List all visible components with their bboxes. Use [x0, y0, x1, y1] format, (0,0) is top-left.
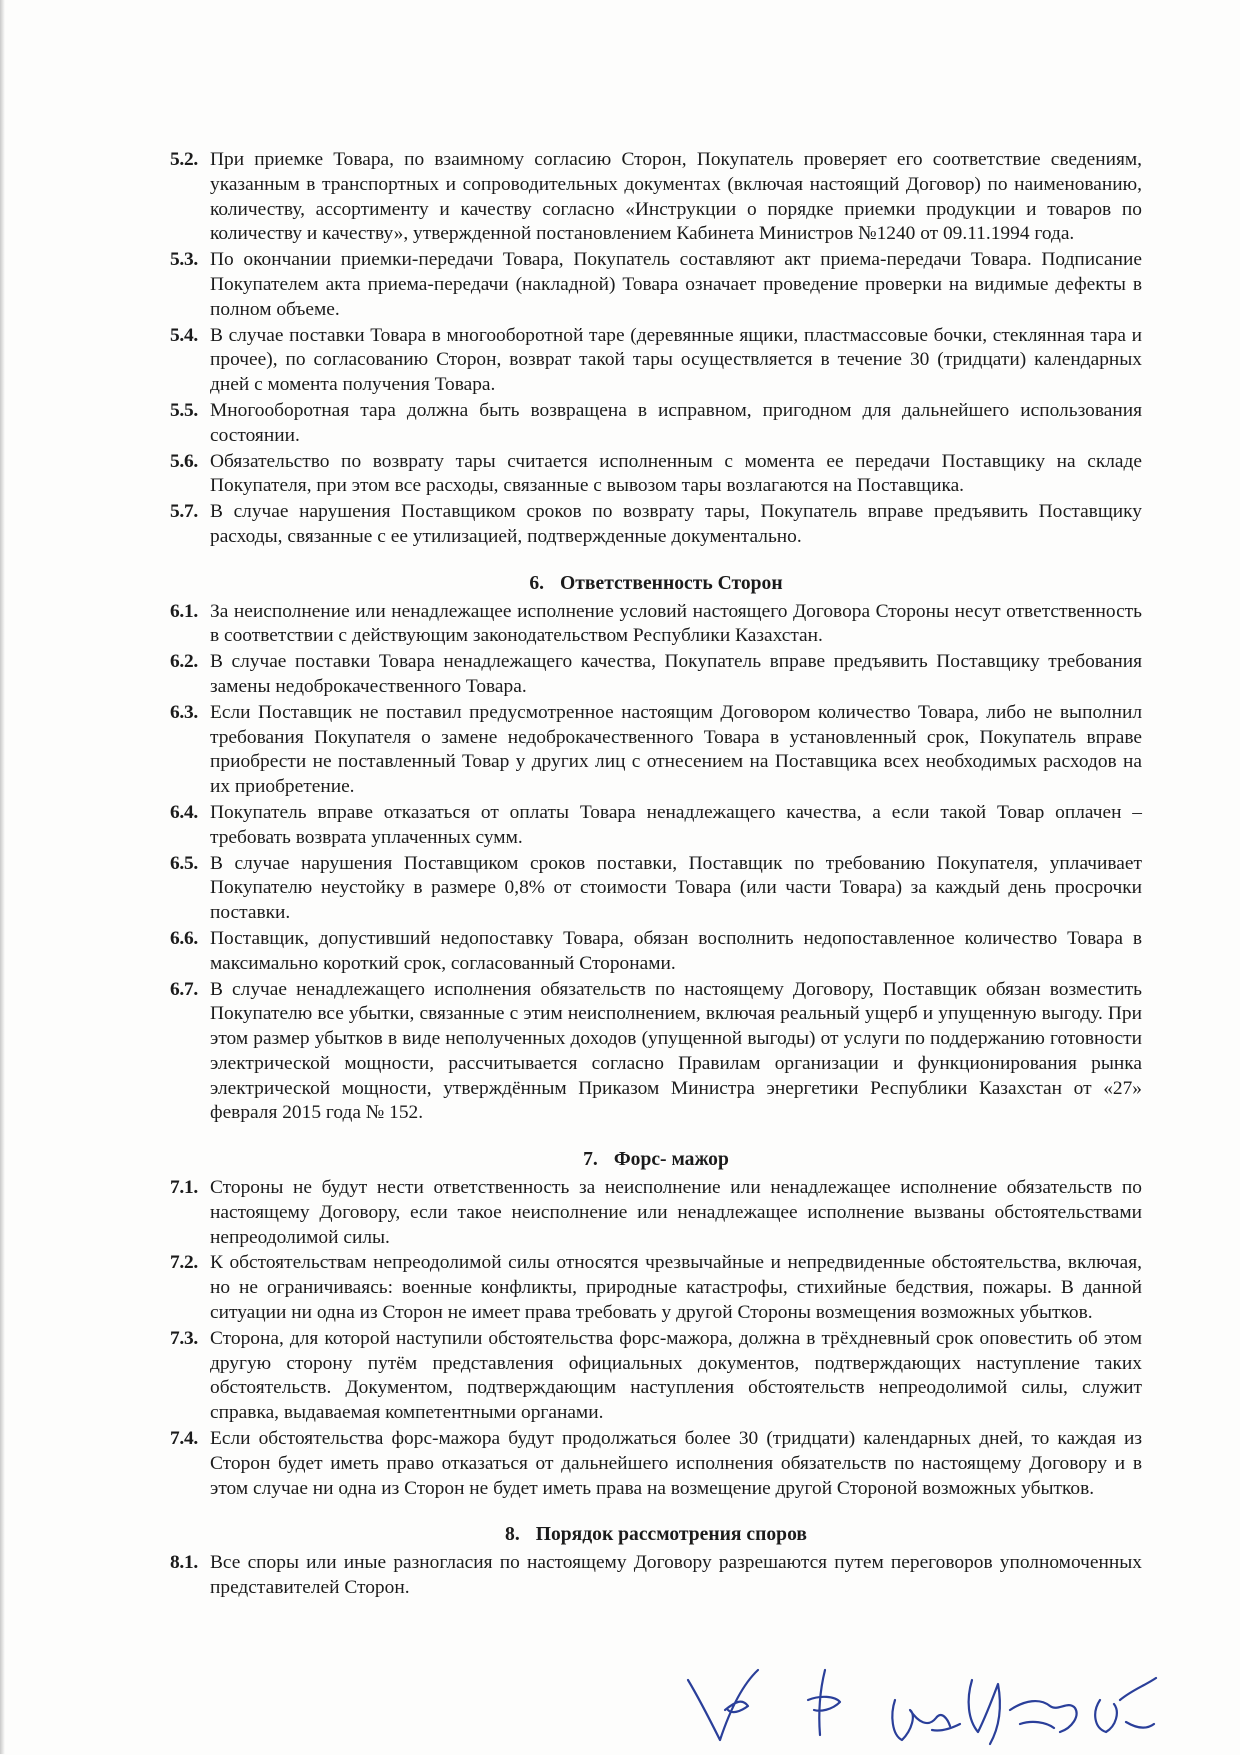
clause-number: 6.1. [170, 600, 198, 622]
signature-3 [892, 1700, 960, 1740]
clause [170, 500, 1142, 550]
clause-number: 5.6. [170, 450, 198, 472]
clause [170, 399, 1142, 449]
signature-2 [808, 1670, 840, 1735]
section-title: Форс- мажор [613, 1149, 729, 1171]
clause [170, 324, 1142, 398]
clause-number: 5.7. [170, 501, 198, 523]
section-title: Порядок рассмотрения споров [535, 1524, 807, 1546]
clause-text: По окончании приемки-передачи Товара, Покупатель составляют акт приема-передачи Товара. Подписание Покупателем акта приема-передачи (накладной) Товара означает проведение проверки на видимые дефекты в полном объеме. [210, 249, 1142, 320]
clause [170, 600, 1142, 650]
signature-5 [1010, 1701, 1077, 1732]
section-number: 7. [583, 1149, 598, 1171]
signature-4 [969, 1680, 1000, 1744]
clause-number: 6.3. [170, 701, 198, 723]
clause-text: Все споры или иные разногласия по настоящему Договору разрешаются путем переговоров уполномоченных представителей Сторон. [210, 1552, 1142, 1599]
clause-number: 6.4. [170, 801, 198, 823]
clause-number: 7.3. [170, 1327, 198, 1349]
clause-number: 5.4. [170, 324, 198, 346]
handwritten-signatures [680, 1640, 1180, 1750]
clause-number: 6.2. [170, 651, 198, 673]
clause [170, 148, 1142, 247]
clause-number: 5.5. [170, 399, 198, 421]
clause [170, 1327, 1142, 1426]
clause-text: В случае поставки Товара в многооборотной таре (деревянные ящики, пластмассовые бочки, стеклянная тара и прочее), по согласованию Сторон, возврат такой тары осуществляется в течение 30 (тридцати) календарных дней с момента получения Товара. [210, 324, 1142, 396]
clause-number: 7.2. [170, 1252, 198, 1274]
contract-body [170, 148, 1142, 1602]
clause-text: Поставщик, допустивший недопоставку Товара, обязан восполнить недопоставленное количество Товара в максимально короткий срок, согласованный Сторонами. [210, 927, 1142, 974]
signature-1 [688, 1670, 758, 1740]
clause [170, 1551, 1142, 1601]
section-number: 6. [529, 572, 545, 594]
clause-number: 7.1. [170, 1177, 198, 1199]
clause [170, 978, 1142, 1127]
clause-number: 6.7. [170, 978, 198, 1000]
clause-text: В случае нарушения Поставщиком сроков по возврату тары, Покупатель вправе предъявить Поставщику расходы, связанные с ее утилизацией, подтвержденные документально. [210, 501, 1142, 547]
clause-text: Сторона, для которой наступили обстоятельства форс-мажора, должна в трёхдневный срок оповестить об этом другую сторону путём представления официальных документов, подтверждающих наступление таких обстоятельств. Документом, подтверждающим наступления обстоятельств непреодолимой силы, служит справка, выдаваемая компетентными органами. [210, 1327, 1142, 1424]
clause-number: 8.1. [170, 1552, 198, 1574]
clause [170, 248, 1142, 322]
clause-number: 5.2. [170, 149, 198, 170]
clause-number: 6.5. [170, 852, 198, 874]
clause [170, 852, 1142, 926]
section-title: Ответственность Сторон [560, 572, 783, 594]
clause-text: В случае поставки Товара ненадлежащего качества, Покупатель вправе предъявить Поставщику требования замены недоброкачественного Товара. [210, 651, 1142, 697]
signature-6 [1095, 1678, 1156, 1732]
clause [170, 801, 1142, 851]
clause-text: К обстоятельствам непреодолимой силы относятся чрезвычайные и непредвиденные обстоятельства, включая, но не ограничиваясь: военные конфликты, природные катастрофы, стихийные бедствия, пожары. В данной ситуации ни одна из Сторон не имеет права требовать у другой Стороны возмещения возможных убытков. [210, 1252, 1142, 1324]
clause-text: Если обстоятельства форс-мажора будут продолжаться более 30 (тридцати) календарных дней, то каждая из Сторон будет иметь право отказаться от дальнейшего исполнения обязательств по настоящему Договору и в этом случае ни одна из Сторон не будет иметь права на возмещение другой Стороной возможных убытков. [210, 1428, 1142, 1499]
clause-text: Если Поставщик не поставил предусмотренное настоящим Договором количество Товара, либо не выполнил требования Покупателя о замене недоброкачественного Товара в установленный срок, Покупатель вправе приобрести не поставленный Товар у других лиц с отнесением на Поставщика всех необходимых расходов на их приобретение. [210, 701, 1142, 798]
clause-number: 6.6. [170, 927, 198, 949]
clause [170, 1176, 1142, 1250]
clause-number: 7.4. [170, 1428, 198, 1450]
clause-text: Покупатель вправе отказаться от оплаты Товара ненадлежащего качества, а если такой Товар оплачен – требовать возврата уплаченных сумм. [210, 801, 1142, 848]
scan-edge-shadow [0, 0, 5, 1754]
section-heading [170, 572, 1142, 597]
clause-text: Многооборотная тара должна быть возвращена в исправном, пригодном для дальнейшего использования состоянии. [210, 399, 1142, 446]
clause-text: При приемке Товара, по взаимному согласию Сторон, Покупатель проверяет его соответствие сведениям, указанным в транспортных и сопроводительных документах (включая настоящий Договор) по наименованию, количеству, ассортименту и качеству согласно «Инструкции о порядке приемки продукции и товаров по количеству и качеству», утвержденной постановлением Кабинета Министров №1240 от 09.11.1994 года. [210, 149, 1142, 245]
clause [170, 1427, 1142, 1501]
clause-text: За неисполнение или ненадлежащее исполнение условий настоящего Договора Стороны несут ответственность в соответствии с действующим законодательством Республики Казахстан. [210, 600, 1142, 647]
clause-text: Обязательство по возврату тары считается исполненным с момента ее передачи Поставщику на складе Покупателя, при этом все расходы, связанные с вывозом тары возлагаются на Поставщика. [210, 450, 1142, 497]
clause-text: В случае ненадлежащего исполнения обязательств по настоящему Договору, Поставщик обязан возместить Покупателю все убытки, связанные с этим неисполнением, включая реальный ущерб и упущенную выгоду. При этом размер убытков в виде неполученных доходов (упущенной выгоды) от услуги по поддержанию готовности электрической мощности, рассчитывается согласно Правилам организации и функционирования рынка электрической мощности, утверждённым Приказом Министра энергетики Республики Казахстан от «27» февраля 2015 года № 152. [210, 978, 1142, 1124]
clause-text: Стороны не будут нести ответственность за неисполнение или ненадлежащее исполнение обязательств по настоящему Договору, если такое неисполнение или ненадлежащее исполнение вызваны обстоятельствами непреодолимой силы. [210, 1177, 1142, 1248]
clause [170, 450, 1142, 500]
clause-number: 5.3. [170, 249, 198, 271]
clause-text: В случае нарушения Поставщиком сроков поставки, Поставщик по требованию Покупателя, уплачивает Покупателю неустойку в размере 0,8% от стоимости Товара (или части Товара) за каждый день просрочки поставки. [210, 852, 1142, 924]
clause [170, 1251, 1142, 1325]
section-heading [170, 1148, 1142, 1173]
clause [170, 927, 1142, 977]
section-number: 8. [505, 1524, 520, 1546]
clause [170, 701, 1142, 800]
section-heading [170, 1523, 1142, 1548]
clause [170, 650, 1142, 700]
signatures-area [680, 1640, 1180, 1750]
